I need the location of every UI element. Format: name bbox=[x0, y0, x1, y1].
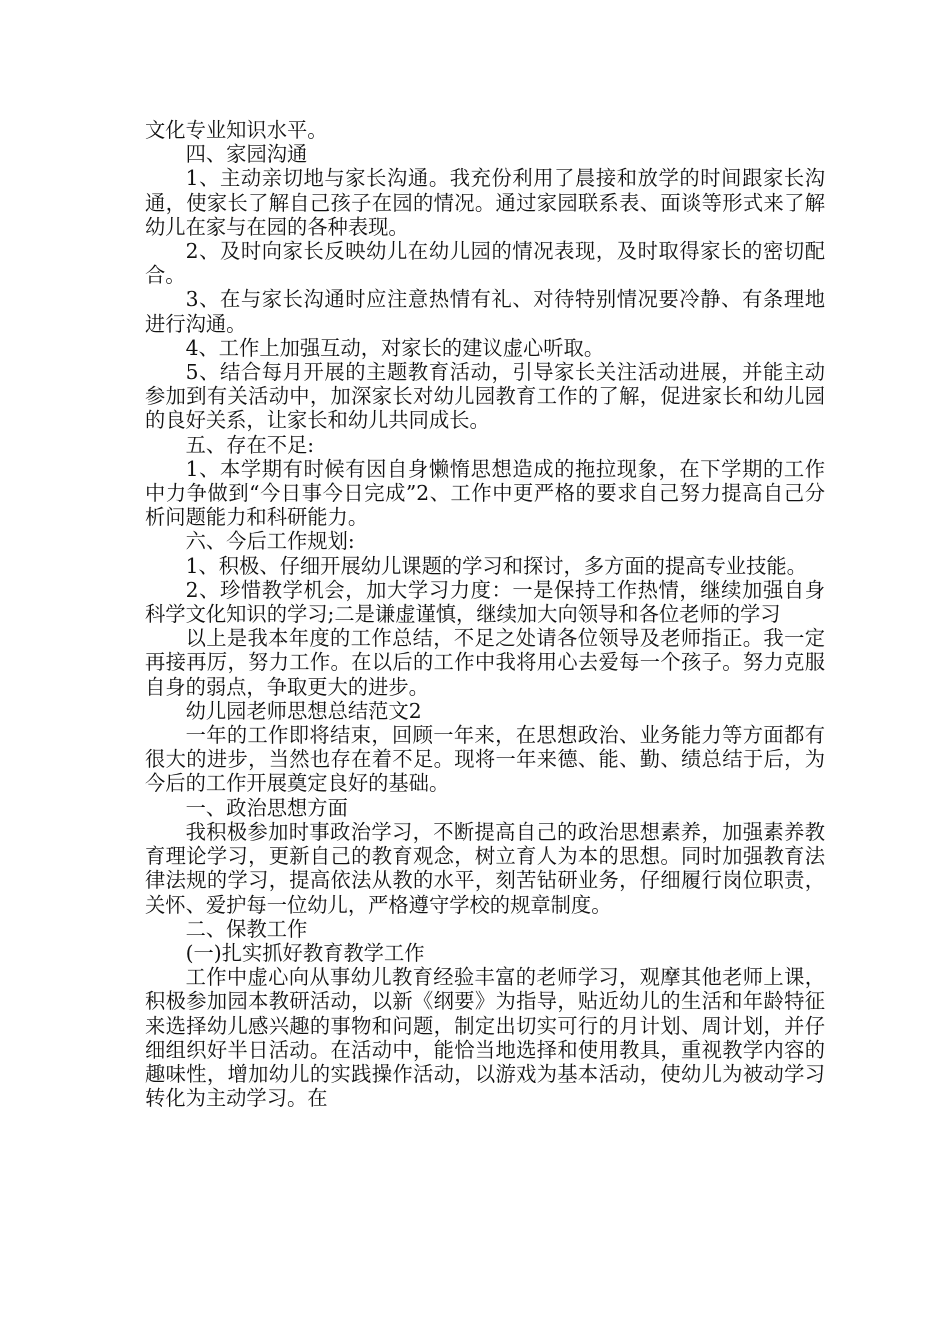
paragraph: 工作中虚心向从事幼儿教育经验丰富的老师学习，观摩其他老师上课，积极参加园本教研活动，以新《纲要》为指导，贴近幼儿的生活和年龄特征来选择幼儿感兴趣的事物和问题，制定出切实可行的月计划、周计划，并仔细组织好半日活动。在活动中，能恰当地选择和使用教具，重视教学内容的趣味性，增加幼儿的实践操作活动，以游戏为基本活动，使幼儿为被动学习转化为主动学习。在 bbox=[145, 965, 825, 1111]
paragraph: 3、在与家长沟通时应注意热情有礼、对待特别情况要冷静、有条理地进行沟通。 bbox=[145, 287, 825, 336]
section-heading: 五、存在不足: bbox=[185, 432, 315, 457]
article-title: 幼儿园老师思想总结范文2 bbox=[185, 698, 422, 723]
paragraph: 一年的工作即将结束，回顾一年来，在思想政治、业务能力等方面都有很大的进步，当然也存在着不足。现将一年来德、能、勤、绩总结于后，为今后的工作开展奠定良好的基础。 bbox=[145, 723, 825, 796]
paragraph: 2、珍惜教学机会，加大学习力度：一是保持工作热情，继续加强自身科学文化知识的学习;二是谦虚谨慎，继续加大向领导和各位老师的学习 bbox=[145, 577, 825, 627]
paragraph: 4、工作上加强互动，对家长的建议虚心听取。 bbox=[185, 335, 605, 360]
paragraph: 1、积极、仔细开展幼儿课题的学习和探讨，多方面的提高专业技能。 bbox=[185, 553, 807, 578]
subsection-heading: (一)扎实抓好教育教学工作 bbox=[185, 940, 425, 965]
section-heading: 二、保教工作 bbox=[185, 916, 308, 941]
paragraph: 以上是我本年度的工作总结，不足之处请各位领导及老师指正。我一定再接再厉，努力工作。在以后的工作中我将用心去爱每一个孩子。努力克服自身的弱点，争取更大的进步。 bbox=[145, 626, 825, 699]
paragraph: 1、本学期有时候有因自身懒惰思想造成的拖拉现象，在下学期的工作中力争做到“今日事今日完成”2、工作中更严格的要求自己努力提高自己分析问题能力和科研能力。 bbox=[145, 456, 825, 530]
section-heading: 一、政治思想方面 bbox=[185, 795, 348, 820]
document-body bbox=[145, 118, 825, 1110]
section-heading: 四、家园沟通 bbox=[185, 142, 308, 167]
paragraph: 2、及时向家长反映幼儿在幼儿园的情况表现，及时取得家长的密切配合。 bbox=[145, 239, 825, 288]
paragraph: 1、主动亲切地与家长沟通。我充份利用了晨接和放学的时间跟家长沟通，使家长了解自己孩子在园的情况。通过家园联系表、面谈等形式来了解幼儿在家与在园的各种表现。 bbox=[145, 166, 825, 239]
paragraph: 我积极参加时事政治学习，不断提高自己的政治思想素养，加强素养教育理论学习，更新自己的教育观念，树立育人为本的思想。同时加强教育法律法规的学习，提高依法从教的水平，刻苦钻研业务，仔细履行岗位职责，关怀、爱护每一位幼儿，严格遵守学校的规章制度。 bbox=[145, 819, 825, 917]
paragraph: 5、结合每月开展的主题教育活动，引导家长关注活动进展，并能主动参加到有关活动中，加深家长对幼儿园教育工作的了解，促进家长和幼儿园的良好关系，让家长和幼儿共同成长。 bbox=[145, 360, 825, 433]
paragraph: 文化专业知识水平。 bbox=[145, 118, 328, 142]
section-heading: 六、今后工作规划: bbox=[185, 529, 355, 554]
